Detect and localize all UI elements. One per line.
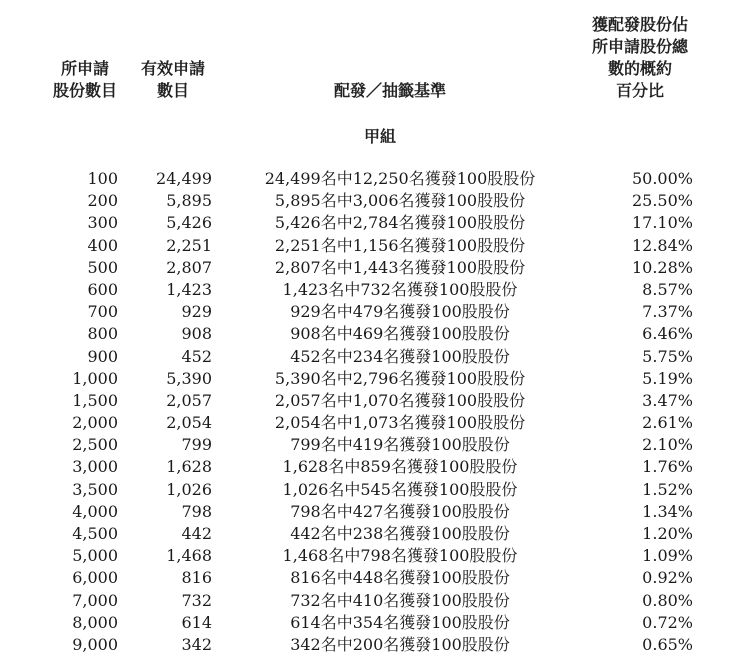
table-row bbox=[0, 235, 735, 257]
cell-shares-applied: 1,500 bbox=[72, 390, 118, 410]
table-row bbox=[0, 634, 735, 656]
table-row bbox=[0, 190, 735, 212]
cell-basis: 452名中234名獲發100股股份 bbox=[290, 346, 510, 366]
cell-valid-applications: 908 bbox=[181, 324, 212, 344]
header-basis bbox=[290, 80, 490, 102]
cell-shares-applied: 9,000 bbox=[72, 634, 118, 654]
cell-approx-percentage: 1.20% bbox=[642, 524, 693, 543]
table-row bbox=[0, 434, 735, 456]
header-approx-percentage-line: 數的概約 bbox=[607, 59, 672, 78]
table-row bbox=[0, 257, 735, 279]
cell-shares-applied: 7,000 bbox=[72, 590, 118, 610]
cell-basis: 442名中238名獲發100股股份 bbox=[290, 524, 510, 543]
cell-valid-applications: 929 bbox=[181, 302, 212, 322]
cell-approx-percentage: 0.80% bbox=[642, 590, 693, 610]
table-row bbox=[0, 212, 735, 234]
header-basis-line: 配發／抽籤基準 bbox=[333, 81, 446, 100]
cell-shares-applied: 4,500 bbox=[72, 524, 118, 543]
group-label: 甲組 bbox=[363, 127, 396, 146]
cell-approx-percentage: 0.92% bbox=[642, 568, 693, 588]
cell-basis: 5,426名中2,784名獲發100股股份 bbox=[274, 213, 526, 233]
header-shares-applied-line: 所申請 bbox=[60, 59, 109, 78]
cell-approx-percentage: 1.34% bbox=[642, 501, 693, 521]
cell-shares-applied: 500 bbox=[87, 257, 118, 277]
table-row bbox=[0, 390, 735, 412]
cell-shares-applied: 3,500 bbox=[72, 479, 118, 499]
cell-basis: 24,499名中12,250名獲發100股股份 bbox=[264, 169, 536, 188]
cell-approx-percentage: 5.19% bbox=[642, 368, 693, 388]
cell-valid-applications: 799 bbox=[181, 435, 212, 455]
table-row bbox=[0, 523, 735, 545]
allotment-table bbox=[0, 168, 735, 656]
cell-shares-applied: 900 bbox=[87, 346, 118, 366]
cell-basis: 816名中448名獲發100股股份 bbox=[290, 568, 510, 588]
table-row bbox=[0, 301, 735, 323]
cell-valid-applications: 614 bbox=[181, 612, 212, 632]
cell-approx-percentage: 2.61% bbox=[642, 413, 693, 433]
cell-approx-percentage: 1.52% bbox=[642, 479, 693, 499]
cell-valid-applications: 1,628 bbox=[166, 457, 212, 477]
cell-valid-applications: 5,895 bbox=[166, 191, 212, 211]
table-row bbox=[0, 279, 735, 301]
cell-shares-applied: 1,000 bbox=[72, 368, 118, 388]
cell-approx-percentage: 3.47% bbox=[642, 390, 693, 410]
cell-shares-applied: 700 bbox=[87, 302, 118, 322]
header-approx-percentage-line: 百分比 bbox=[615, 81, 664, 100]
header-valid-applications-line: 數目 bbox=[156, 81, 189, 100]
table-row bbox=[0, 590, 735, 612]
header-approx-percentage bbox=[575, 14, 705, 102]
table-row bbox=[0, 323, 735, 345]
cell-shares-applied: 100 bbox=[87, 169, 118, 188]
cell-basis: 929名中479名獲發100股股份 bbox=[290, 302, 510, 322]
table-row bbox=[0, 501, 735, 523]
cell-approx-percentage: 1.76% bbox=[642, 457, 693, 477]
cell-basis: 1,026名中545名獲發100股股份 bbox=[282, 479, 518, 499]
cell-basis: 1,468名中798名獲發100股股份 bbox=[282, 546, 518, 566]
cell-basis: 908名中469名獲發100股股份 bbox=[290, 324, 510, 344]
table-row bbox=[0, 567, 735, 589]
cell-basis: 2,054名中1,073名獲發100股股份 bbox=[274, 413, 526, 433]
cell-basis: 2,807名中1,443名獲發100股股份 bbox=[274, 257, 526, 277]
cell-valid-applications: 2,054 bbox=[166, 413, 212, 433]
cell-approx-percentage: 0.72% bbox=[642, 612, 693, 632]
header-approx-percentage-line: 獲配發股份佔 bbox=[591, 15, 688, 34]
cell-valid-applications: 798 bbox=[181, 501, 212, 521]
cell-basis: 2,057名中1,070名獲發100股股份 bbox=[274, 390, 526, 410]
cell-basis: 798名中427名獲發100股股份 bbox=[290, 501, 510, 521]
cell-basis: 799名中419名獲發100股股份 bbox=[290, 435, 510, 455]
cell-basis: 1,628名中859名獲發100股股份 bbox=[282, 457, 518, 477]
cell-valid-applications: 452 bbox=[181, 346, 212, 366]
cell-valid-applications: 732 bbox=[181, 590, 212, 610]
cell-valid-applications: 816 bbox=[181, 568, 212, 588]
table-row bbox=[0, 346, 735, 368]
cell-shares-applied: 2,000 bbox=[72, 413, 118, 433]
cell-basis: 2,251名中1,156名獲發100股股份 bbox=[274, 235, 526, 255]
cell-shares-applied: 600 bbox=[87, 279, 118, 299]
header-valid-applications bbox=[128, 58, 218, 102]
header-shares-applied-line: 股份數目 bbox=[52, 81, 117, 100]
cell-shares-applied: 4,000 bbox=[72, 501, 118, 521]
table-row bbox=[0, 168, 735, 190]
cell-approx-percentage: 6.46% bbox=[642, 324, 693, 344]
cell-valid-applications: 1,026 bbox=[166, 479, 212, 499]
cell-valid-applications: 2,807 bbox=[166, 257, 212, 277]
cell-approx-percentage: 17.10% bbox=[631, 213, 693, 233]
cell-shares-applied: 3,000 bbox=[72, 457, 118, 477]
cell-basis: 342名中200名獲發100股股份 bbox=[290, 634, 510, 654]
table-row bbox=[0, 412, 735, 434]
cell-valid-applications: 2,057 bbox=[166, 390, 212, 410]
header-valid-applications-line: 有效申請 bbox=[140, 59, 205, 78]
cell-shares-applied: 5,000 bbox=[72, 546, 118, 566]
cell-valid-applications: 2,251 bbox=[166, 235, 212, 255]
cell-approx-percentage: 1.09% bbox=[642, 546, 693, 566]
table-row bbox=[0, 456, 735, 478]
cell-basis: 1,423名中732名獲發100股股份 bbox=[282, 279, 518, 299]
cell-approx-percentage: 8.57% bbox=[642, 279, 693, 299]
cell-shares-applied: 2,500 bbox=[72, 435, 118, 455]
cell-approx-percentage: 7.37% bbox=[642, 302, 693, 322]
header-shares-applied bbox=[40, 58, 130, 102]
cell-shares-applied: 6,000 bbox=[72, 568, 118, 588]
cell-approx-percentage: 2.10% bbox=[642, 435, 693, 455]
cell-valid-applications: 1,468 bbox=[166, 546, 212, 566]
cell-approx-percentage: 25.50% bbox=[631, 191, 693, 211]
cell-basis: 614名中354名獲發100股股份 bbox=[290, 612, 510, 632]
cell-approx-percentage: 10.28% bbox=[631, 257, 693, 277]
cell-shares-applied: 400 bbox=[87, 235, 118, 255]
cell-basis: 5,390名中2,796名獲發100股股份 bbox=[274, 368, 526, 388]
cell-shares-applied: 800 bbox=[87, 324, 118, 344]
table-row bbox=[0, 545, 735, 567]
cell-shares-applied: 300 bbox=[87, 213, 118, 233]
cell-valid-applications: 442 bbox=[181, 524, 212, 543]
cell-basis: 732名中410名獲發100股股份 bbox=[290, 590, 510, 610]
table-row bbox=[0, 479, 735, 501]
cell-valid-applications: 5,390 bbox=[166, 368, 212, 388]
cell-approx-percentage: 5.75% bbox=[642, 346, 693, 366]
cell-approx-percentage: 0.65% bbox=[642, 634, 693, 654]
table-row bbox=[0, 368, 735, 390]
cell-valid-applications: 24,499 bbox=[156, 169, 212, 188]
cell-approx-percentage: 50.00% bbox=[631, 169, 693, 188]
cell-basis: 5,895名中3,006名獲發100股股份 bbox=[274, 191, 526, 211]
table-row bbox=[0, 612, 735, 634]
cell-shares-applied: 8,000 bbox=[72, 612, 118, 632]
header-approx-percentage-line: 所申請股份總 bbox=[591, 37, 688, 56]
cell-valid-applications: 1,423 bbox=[166, 279, 212, 299]
cell-valid-applications: 5,426 bbox=[166, 213, 212, 233]
cell-valid-applications: 342 bbox=[181, 634, 212, 654]
cell-shares-applied: 200 bbox=[87, 191, 118, 211]
cell-approx-percentage: 12.84% bbox=[631, 235, 693, 255]
